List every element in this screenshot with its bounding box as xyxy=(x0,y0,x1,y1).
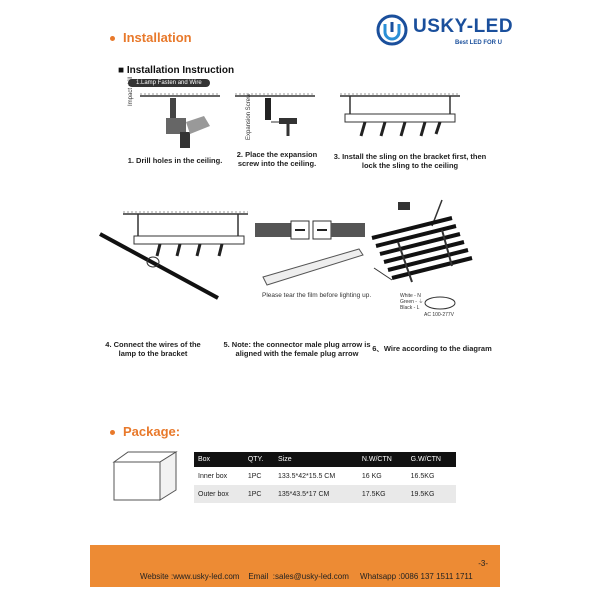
wire-white-label: White - N xyxy=(400,293,421,299)
table-cell: 16 KG xyxy=(361,472,382,480)
step-3-caption: 3. Install the sling on the bracket first, then lock the sling to the ceiling xyxy=(333,152,487,170)
table-cell: 1PC xyxy=(244,485,274,503)
table-row xyxy=(194,485,456,503)
step-pill: 1.Lamp Fasten and Wire xyxy=(128,79,210,87)
page-number: -3- xyxy=(478,559,488,568)
impact-drill-label: Impact drill xyxy=(128,76,134,106)
fixture-wiring-diagram xyxy=(362,198,482,298)
instruction-heading: ■ Installation Instruction xyxy=(118,65,235,76)
table-cell: 17.5KG xyxy=(358,485,407,503)
table-cell: Outer box xyxy=(194,485,244,503)
step-4-caption: 4. Connect the wires of the lamp to the bracket xyxy=(105,340,201,358)
step-1-caption: 1. Drill holes in the ceiling. xyxy=(127,156,223,165)
table-cell: Inner box xyxy=(198,472,228,480)
power-plug-icon xyxy=(424,296,456,310)
contact-info: Website :www.usky-led.com Email :sales@usky-led.com Whatsapp :0086 137 1511 1711 xyxy=(140,572,473,581)
footer-bar xyxy=(90,545,500,587)
table-cell: 1PC xyxy=(247,472,262,480)
table-cell: 133.5*42*15.5 CM xyxy=(277,472,336,480)
col-size: Size xyxy=(274,452,358,467)
col-nw: N.W/CTN xyxy=(358,452,407,467)
wiring-legend xyxy=(400,293,423,311)
installation-title: Installation xyxy=(110,30,192,45)
table-header-row xyxy=(194,452,456,467)
bullet-icon xyxy=(110,36,115,41)
logo-emblem-icon xyxy=(375,14,409,46)
col-gw: G.W/CTN xyxy=(407,452,456,467)
connector-diagram xyxy=(255,215,365,295)
step-2-caption: 2. Place the expansion screw into the ceiling. xyxy=(236,150,318,168)
logo-name: USKY-LED xyxy=(413,16,514,37)
tear-film-note: Please tear the film before lighting up. xyxy=(262,292,372,299)
col-box: Box xyxy=(194,452,244,467)
drill-diagram xyxy=(140,92,220,152)
connect-wires-diagram xyxy=(98,210,248,310)
expansion-screw-label: Expansion Screw xyxy=(246,93,252,140)
bullet-icon xyxy=(110,430,115,435)
carton-box-icon xyxy=(110,448,180,504)
table-cell: 19.5KG xyxy=(407,485,456,503)
voltage-label: AC 100-277V xyxy=(424,312,455,318)
col-qty: QTY. xyxy=(244,452,274,467)
package-title: Package: xyxy=(110,424,180,439)
package-table xyxy=(194,452,456,503)
table-cell: 135*43.5*17 CM xyxy=(274,485,358,503)
wire-black-label: Black - L xyxy=(400,305,420,311)
wire-green-label: Green - ⏚ xyxy=(400,299,424,305)
square-bullet-icon: ■ xyxy=(118,65,127,76)
logo-tagline: Best LED FOR U xyxy=(455,40,503,46)
table-row xyxy=(194,467,456,485)
step-5-caption: 5. Note: the connector male plug arrow is aligned with the female plug arrow xyxy=(223,340,371,358)
table-cell: 16.5KG xyxy=(410,472,435,480)
step-6-caption: 6、Wire according to the diagram xyxy=(372,344,492,353)
sling-bracket-diagram xyxy=(340,92,460,142)
company-logo xyxy=(375,12,515,52)
